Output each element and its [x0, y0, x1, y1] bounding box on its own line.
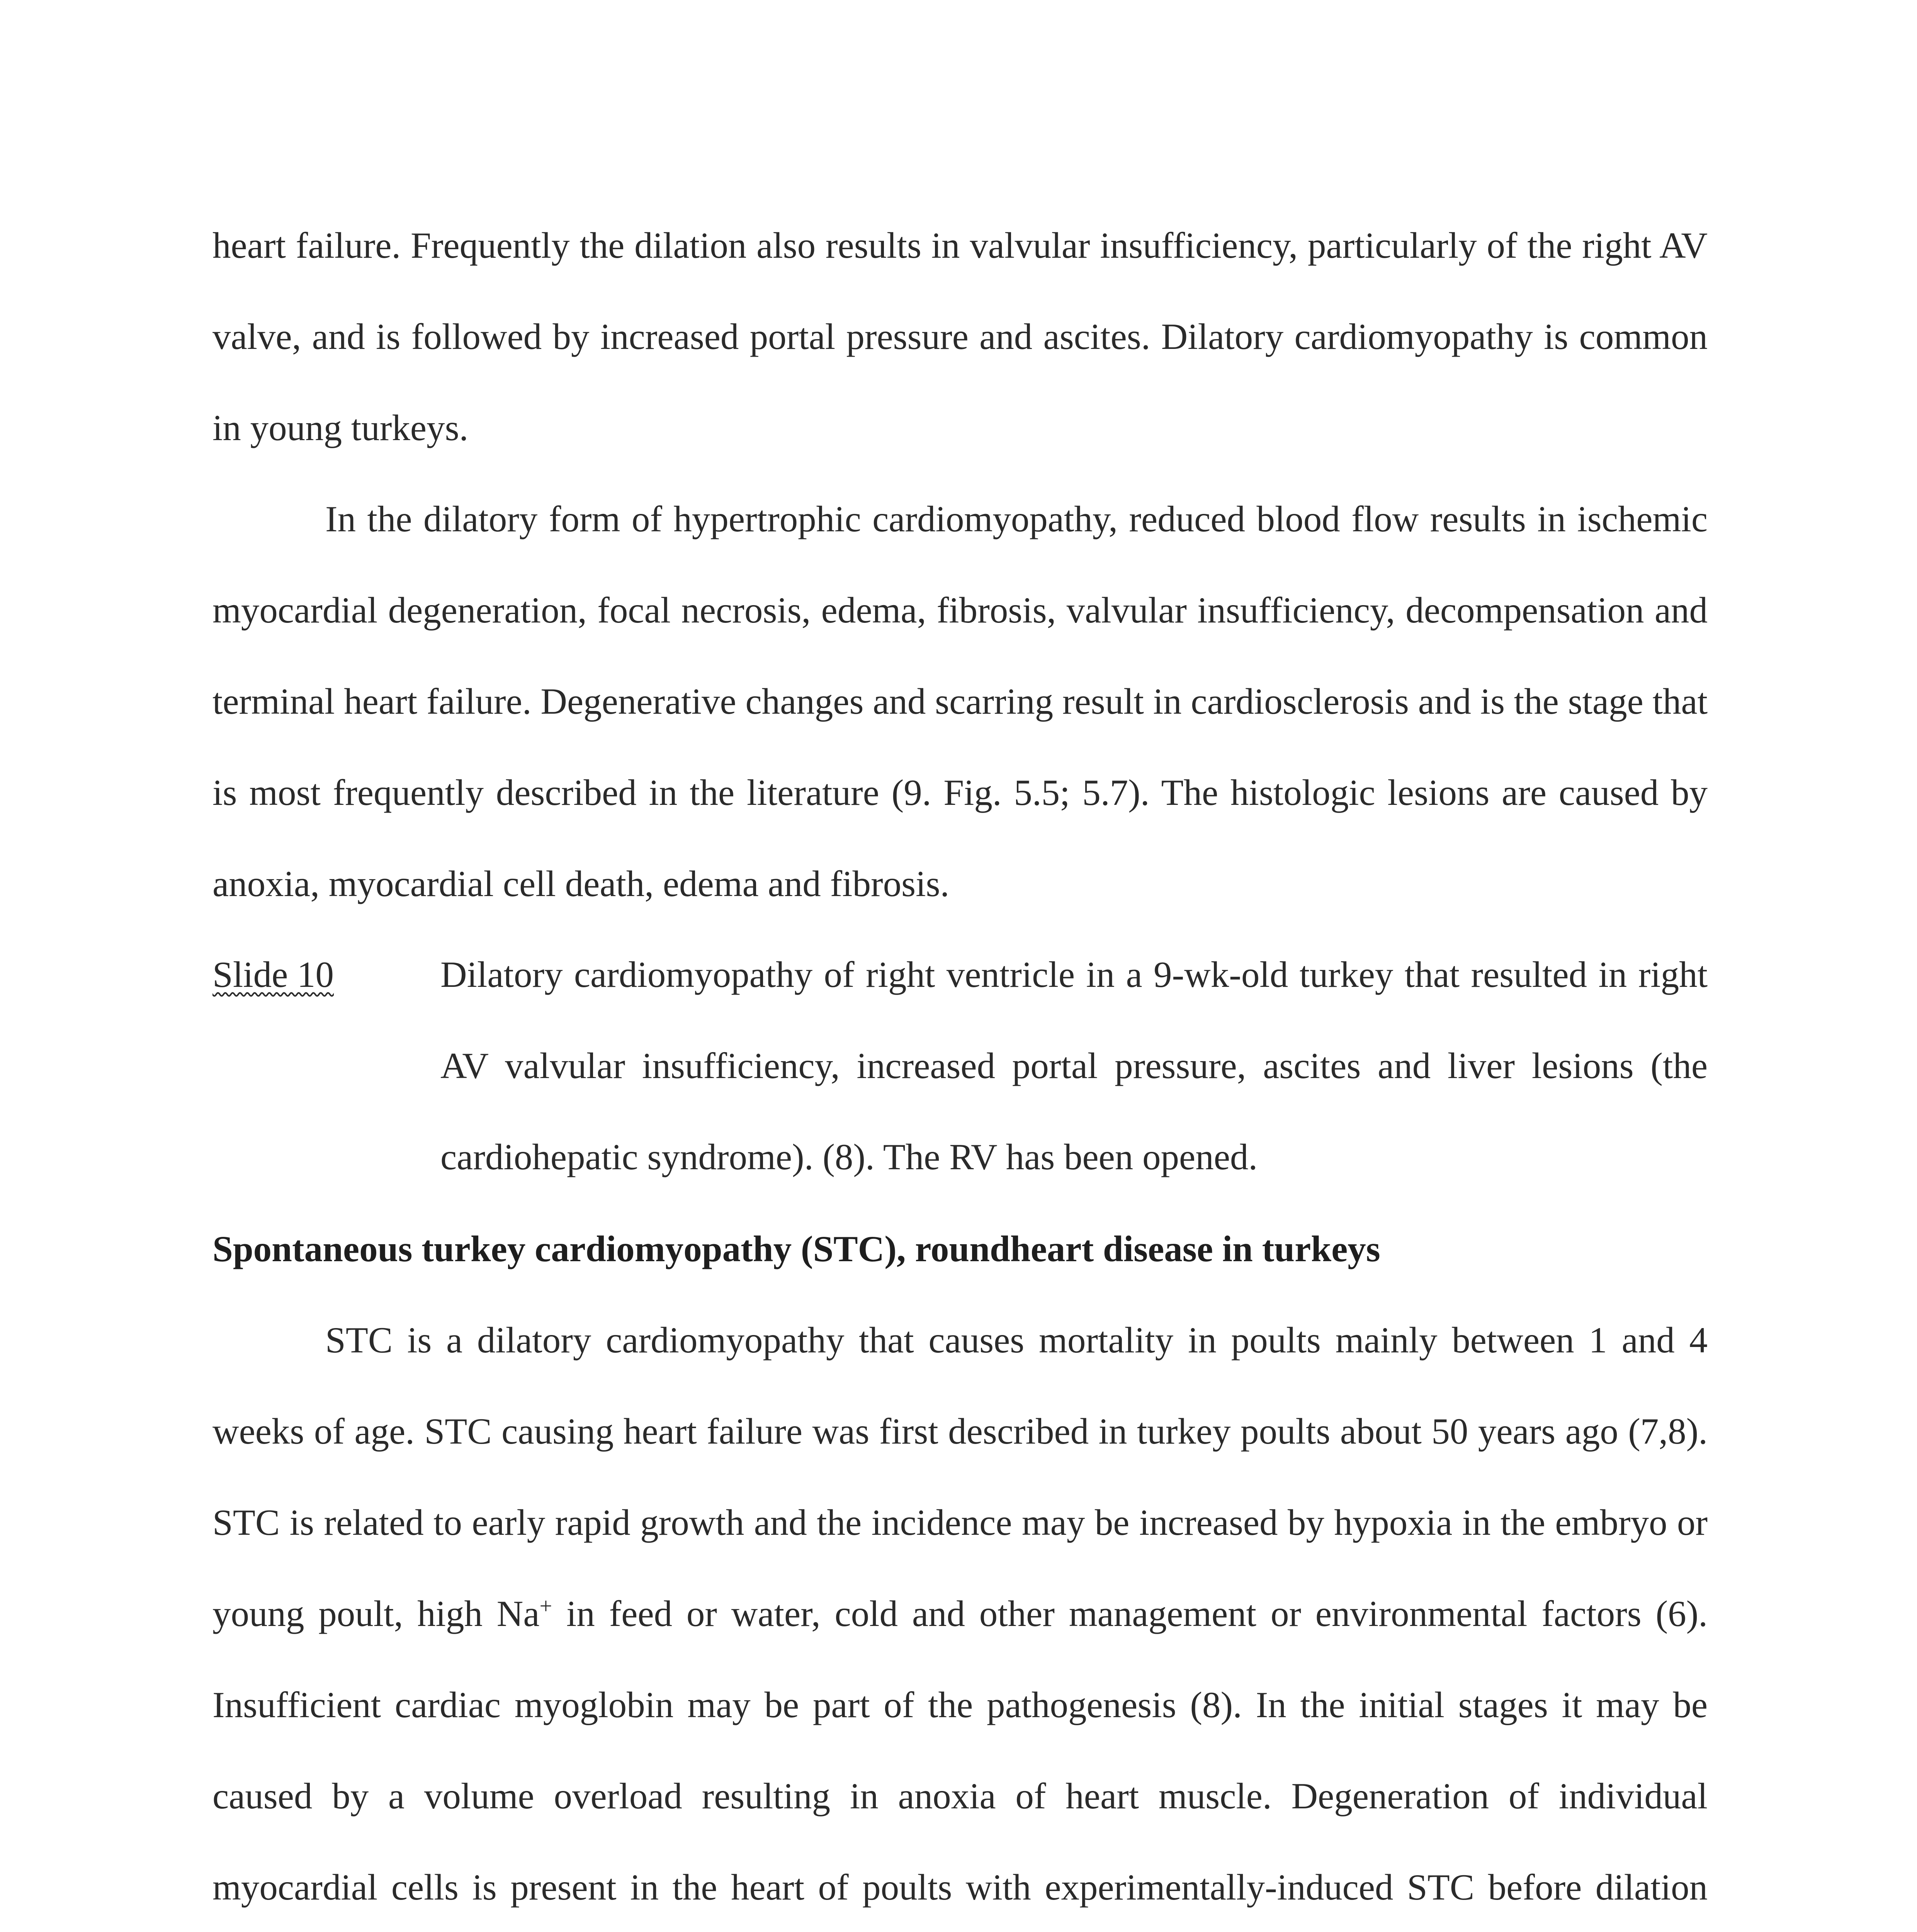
paragraph-dilatory-form: In the dilatory form of hypertrophic cardiomyopathy, reduced blood flow results in ischemic myocardial degeneration, focal necrosis, edema, fibrosis, valvular insufficiency, decompensation and terminal heart failure. Degenerative changes and scarring result in cardiosclerosis and is the stage that is most frequently described in the literature (9. Fig. 5.5; 5.7). The histologic lesions are caused by anoxia, myocardial cell death, edema and fibrosis. — [212, 498, 1708, 904]
paragraph-heart-failure: heart failure. Frequently the dilation also results in valvular insufficiency, particularly of the right AV valve, and is followed by increased portal pressure and ascites. Dilatory cardiomyopathy is common in young turkeys. — [212, 225, 1708, 448]
slide-label: Slide 10 — [212, 954, 334, 995]
section-heading: Spontaneous turkey cardiomyopathy (STC), roundheart disease in turkeys — [212, 1228, 1380, 1269]
paragraph-stc — [212, 1294, 1708, 1932]
slide-description: Dilatory cardiomyopathy of right ventricle in a 9-wk-old turkey that resulted in right AV valvular insufficiency, increased portal pressure, ascites and liver lesions (the cardiohepatic syndrome). (8). The RV has been opened. — [440, 954, 1708, 1177]
sodium-superscript: + — [539, 1593, 552, 1619]
paragraph-stc-part2: in feed or water, cold and other management or environmental factors (6). Insufficient cardiac myoglobin may be part of the pathogenesis (8). In the initial stages it may be caused by a volume overload resulting in anoxia of heart muscle. Degeneration of individual myocardial cells is present in the heart of poults with experimentally-induced STC before dilation — [212, 1593, 1708, 1908]
paragraph-stc-part1: STC is a dilatory cardiomyopathy that causes mortality in poults mainly between 1 and 4 weeks of age. STC causing heart failure was first described in turkey poults about 50 years ago (7,8). STC is related to early rapid growth and the incidence may be increased by hypoxia in the embryo or young poult, high Na — [212, 1320, 1708, 1634]
